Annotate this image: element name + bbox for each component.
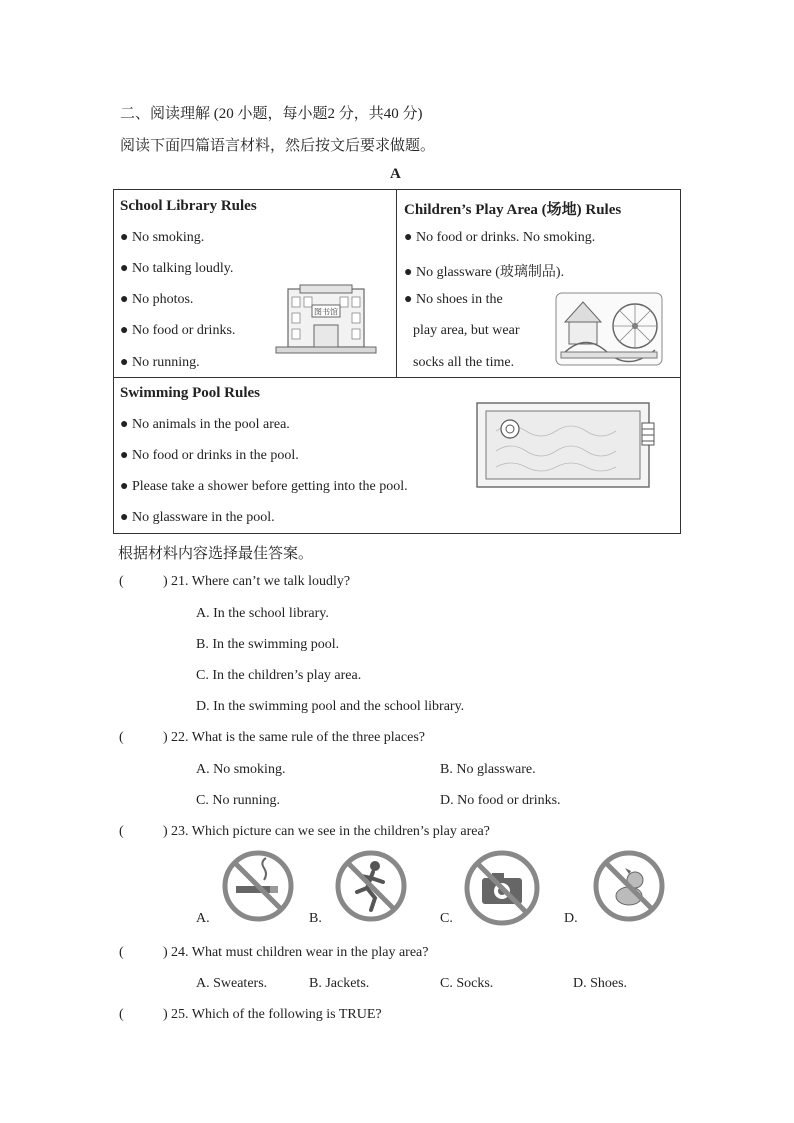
pool-rule: ● No food or drinks in the pool. bbox=[120, 448, 299, 463]
library-title: School Library Rules bbox=[120, 198, 257, 214]
question-24-stem: 24. What must children wear in the play area? bbox=[171, 945, 429, 960]
question-22-stem: 22. What is the same rule of the three places? bbox=[171, 730, 425, 745]
swimming-pool-illustration bbox=[476, 401, 658, 489]
question-21-option[interactable]: C. In the children’s play area. bbox=[196, 668, 362, 683]
question-25-stem: 25. Which of the following is TRUE? bbox=[171, 1007, 382, 1022]
instructions: 阅读下面四篇语言材料，然后按文后要求做题。 bbox=[120, 138, 436, 154]
passage-label: A bbox=[390, 166, 401, 182]
no-running-sign-icon[interactable] bbox=[335, 850, 407, 922]
library-rule: ● No photos. bbox=[120, 292, 194, 307]
library-rule: ● No smoking. bbox=[120, 230, 205, 245]
library-rule: ● No running. bbox=[120, 355, 200, 370]
question-24-option[interactable]: B. Jackets. bbox=[309, 976, 370, 991]
play-area-rule: socks all the time. bbox=[413, 355, 515, 370]
answer-paren-close: ) bbox=[163, 1007, 168, 1022]
answer-paren-open: ( bbox=[119, 1007, 124, 1022]
questions-instruction: 根据材料内容选择最佳答案。 bbox=[118, 546, 314, 562]
section-title: 二、阅读理解 (20 小题，每小题2 分，共40 分) bbox=[120, 106, 423, 122]
library-rule: ● No food or drinks. bbox=[120, 323, 236, 338]
question-24-option[interactable]: D. Shoes. bbox=[573, 976, 628, 991]
play-area-rule: play area, but wear bbox=[413, 323, 520, 338]
question-21-option[interactable]: B. In the swimming pool. bbox=[196, 637, 340, 652]
pool-rule: ● No glassware in the pool. bbox=[120, 510, 275, 525]
question-21-stem: 21. Where can’t we talk loudly? bbox=[171, 574, 351, 589]
answer-paren-open: ( bbox=[119, 824, 124, 839]
play-area-rule: ● No shoes in the bbox=[404, 292, 503, 307]
question-22-option[interactable]: C. No running. bbox=[196, 793, 280, 808]
question-21-option[interactable]: A. In the school library. bbox=[196, 606, 329, 621]
question-23-option-c[interactable]: C. bbox=[440, 911, 453, 926]
library-building-illustration bbox=[274, 283, 378, 357]
question-24-option[interactable]: C. Socks. bbox=[440, 976, 494, 991]
question-23-option-b[interactable]: B. bbox=[309, 911, 322, 926]
answer-paren-open: ( bbox=[119, 730, 124, 745]
library-rule: ● No talking loudly. bbox=[120, 261, 234, 276]
question-22-option[interactable]: A. No smoking. bbox=[196, 762, 286, 777]
table-divider-vertical bbox=[396, 189, 397, 377]
no-animals-sign-icon[interactable] bbox=[593, 850, 665, 922]
question-21-option[interactable]: D. In the swimming pool and the school library. bbox=[196, 699, 465, 714]
no-photos-sign-icon[interactable] bbox=[464, 850, 540, 926]
answer-paren-close: ) bbox=[163, 824, 168, 839]
play-area-rule: ● No food or drinks. No smoking. bbox=[404, 230, 596, 245]
pool-title: Swimming Pool Rules bbox=[120, 385, 261, 401]
question-23-stem: 23. Which picture can we see in the children’s play area? bbox=[171, 824, 490, 839]
question-23-option-a[interactable]: A. bbox=[196, 911, 210, 926]
answer-paren-close: ) bbox=[163, 945, 168, 960]
answer-paren-close: ) bbox=[163, 730, 168, 745]
play-area-title: Children’s Play Area (场地) Rules bbox=[404, 202, 622, 218]
question-22-option[interactable]: B. No glassware. bbox=[440, 762, 536, 777]
question-23-option-d[interactable]: D. bbox=[564, 911, 578, 926]
no-smoking-sign-icon[interactable] bbox=[222, 850, 294, 922]
library-sign: 图书馆 bbox=[314, 307, 338, 317]
question-22-option[interactable]: D. No food or drinks. bbox=[440, 793, 561, 808]
play-area-rule: ● No glassware (玻璃制品). bbox=[404, 265, 565, 280]
answer-paren-open: ( bbox=[119, 574, 124, 589]
answer-paren-close: ) bbox=[163, 574, 168, 589]
pool-rule: ● No animals in the pool area. bbox=[120, 417, 290, 432]
pool-rule: ● Please take a shower before getting into the pool. bbox=[120, 479, 408, 494]
question-24-option[interactable]: A. Sweaters. bbox=[196, 976, 268, 991]
table-divider-horizontal bbox=[113, 377, 681, 378]
amusement-park-illustration bbox=[555, 292, 663, 366]
answer-paren-open: ( bbox=[119, 945, 124, 960]
